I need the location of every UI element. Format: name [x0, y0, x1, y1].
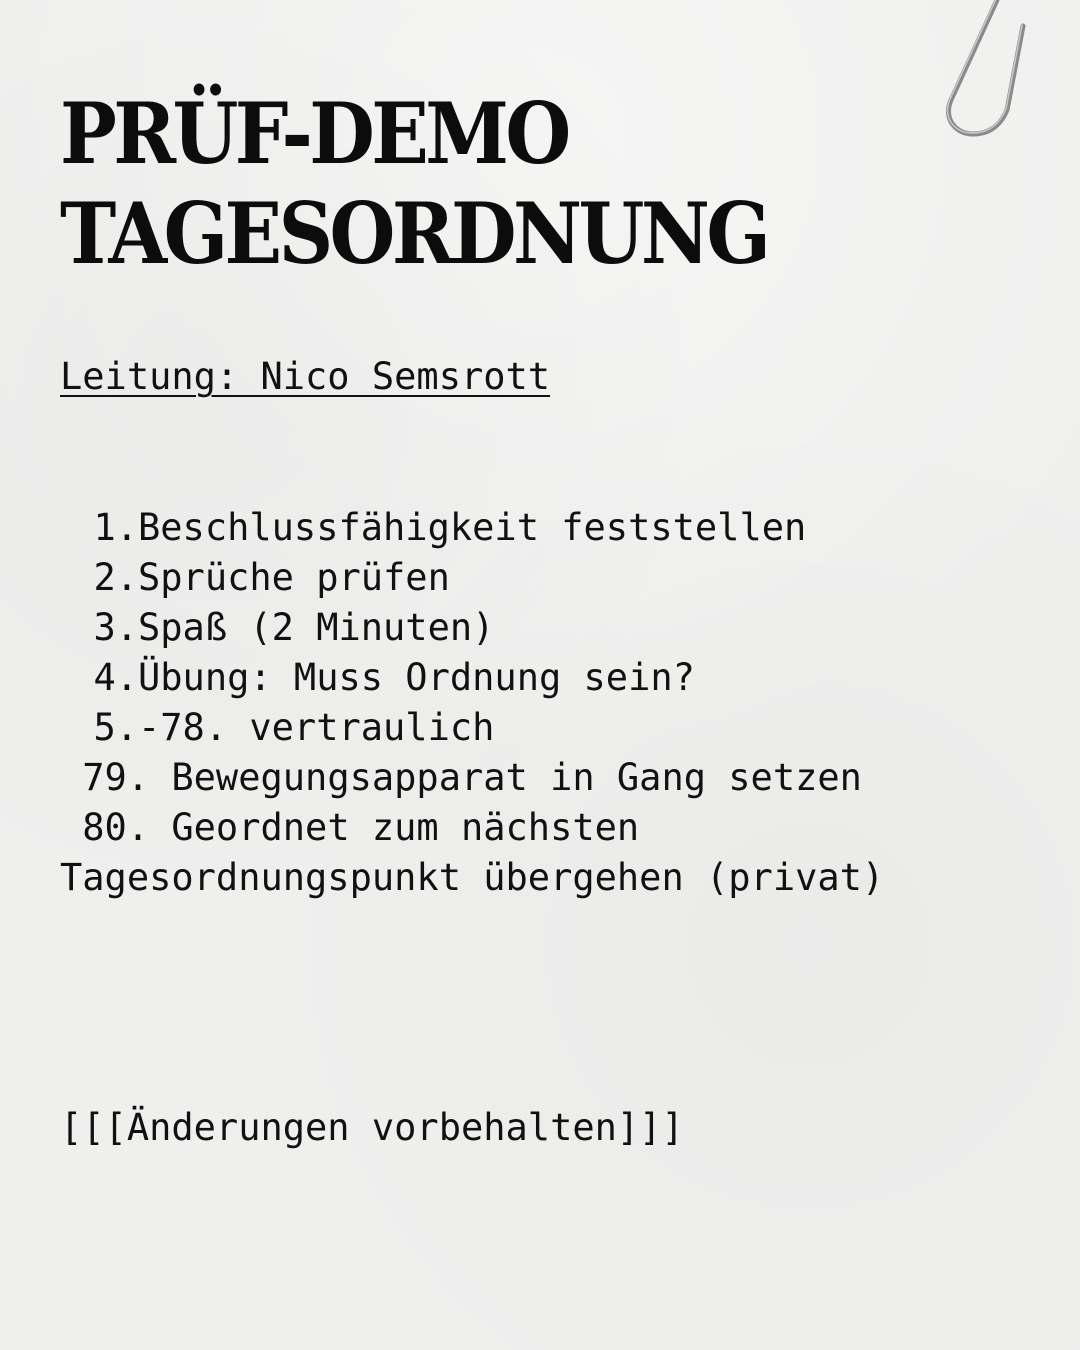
footer-note: [[[Änderungen vorbehalten]]] [60, 1106, 684, 1149]
agenda-item-text: Sprüche prüfen [138, 556, 450, 599]
agenda-item-text: -78. vertraulich [138, 706, 495, 749]
agenda-item-number: 4. [93, 656, 138, 699]
agenda-item-79: 79. Bewegungsapparat in Gang setzen [60, 756, 862, 799]
agenda-item [60, 653, 1020, 703]
agenda-item-text: Spaß (2 Minuten) [138, 606, 495, 649]
agenda-item-number: 1. [93, 506, 138, 549]
agenda-list [60, 503, 1020, 903]
paperclip-icon [935, 0, 1035, 150]
agenda-item-number: 3. [93, 606, 138, 649]
page-title [60, 84, 767, 284]
title-line-2: TAGESORDNUNG [60, 184, 768, 283]
leader-line: Leitung: Nico Semsrott [60, 355, 551, 398]
title-line-1: PRÜF-DEMO [60, 84, 568, 183]
agenda-item [60, 603, 1020, 653]
agenda-item [60, 703, 1020, 753]
agenda-item [60, 503, 1020, 553]
agenda-item-text: Übung: Muss Ordnung sein? [138, 656, 695, 699]
agenda-item-text: Beschlussfähigkeit feststellen [138, 506, 807, 549]
agenda-item-number: 2. [93, 556, 138, 599]
agenda-item [60, 553, 1020, 603]
agenda-item-number: 5. [93, 706, 138, 749]
agenda-item-80: 80. Geordnet zum nächsten Tagesordnungspunkt übergehen (privat) [60, 806, 885, 899]
